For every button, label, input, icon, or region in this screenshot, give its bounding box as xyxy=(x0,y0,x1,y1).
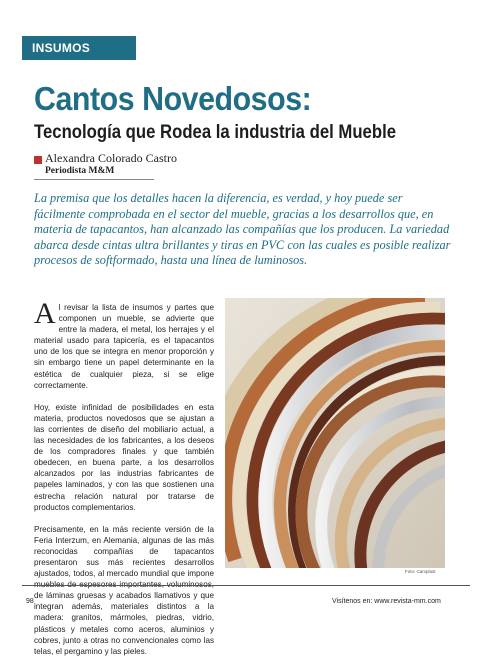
section-label: INSUMOS xyxy=(22,36,136,60)
edge-banding-rolls-illustration xyxy=(225,298,445,568)
author-name: Alexandra Colorado Castro xyxy=(45,151,177,165)
edge-banding-rolls-photo xyxy=(225,298,445,568)
body-paragraph-2: Hoy, existe infinidad de posibilidades en esta materia, productos novedosos que se ajustan a las corrientes de diseño del mobiliario actual, a las necesidades de los fabricantes, a los deseos de los compradores finales y que también obedecen, en buena parte, a los desarrollos alcanzados por las industrias fabricantes de papeles laminados, y con las que sostienen una estrecha relación natural por tratarse de productos complementarios. xyxy=(34,402,214,512)
author-role: Periodista M&M xyxy=(45,166,115,176)
drop-cap: A xyxy=(34,297,56,330)
page-number: 98 xyxy=(26,598,34,605)
body-paragraph-1-text: l revisar la lista de insumos y partes que componen un mueble, se advierte que entre la madera, el metal, los herrajes y el material usado para tapicería, es el tapacantos uno de los que se integra en menor proporción y sin embargo tiene un papel determinante en la estética de cualquier pieza, si se elige correctamente. xyxy=(34,303,214,390)
body-paragraph-1 xyxy=(34,297,214,391)
footer-website[interactable]: Visítenos en: www.revista-mm.com xyxy=(332,598,441,605)
article-body xyxy=(34,297,214,668)
author-marker xyxy=(34,156,42,164)
photo-credit: Foto: Camplast xyxy=(405,569,436,574)
article-intro: La premisa que los detalles hacen la diferencia, es verdad, y hoy puede ser fácilmente comprobada en el sector del mueble, gracias a los desarrollos que, en materia de tapacantos, han alcanzado las compañías que los producen. La variedad abarca desde cintas ultra brillantes y tiras en PVC con las cuales es posible realizar procesos de softformado, hasta una línea de luminosos. xyxy=(34,191,451,267)
article-subtitle: Tecnología que Rodea la industria del Mueble xyxy=(34,122,397,143)
article-title: Cantos Novedosos: xyxy=(34,80,312,117)
body-paragraph-3: Precisamente, en la más reciente versión de la Feria Interzum, en Alemania, algunas de las más reconocidas compañías de tapacantos presentaron sus más recientes desarrollos ajustados, todos, al mercado mundial que impone de láminas gruesas y acabados llamativos y que integran además, materiales distintos a la madera: granitos, mármoles, piedras, vidrio, plásticos y metales como aceros, aluminios y cobres, junto a otras no convencionales como las telas, el pergamino y las pieles. xyxy=(34,524,214,656)
footer-divider xyxy=(22,585,470,586)
author-divider xyxy=(34,179,154,180)
